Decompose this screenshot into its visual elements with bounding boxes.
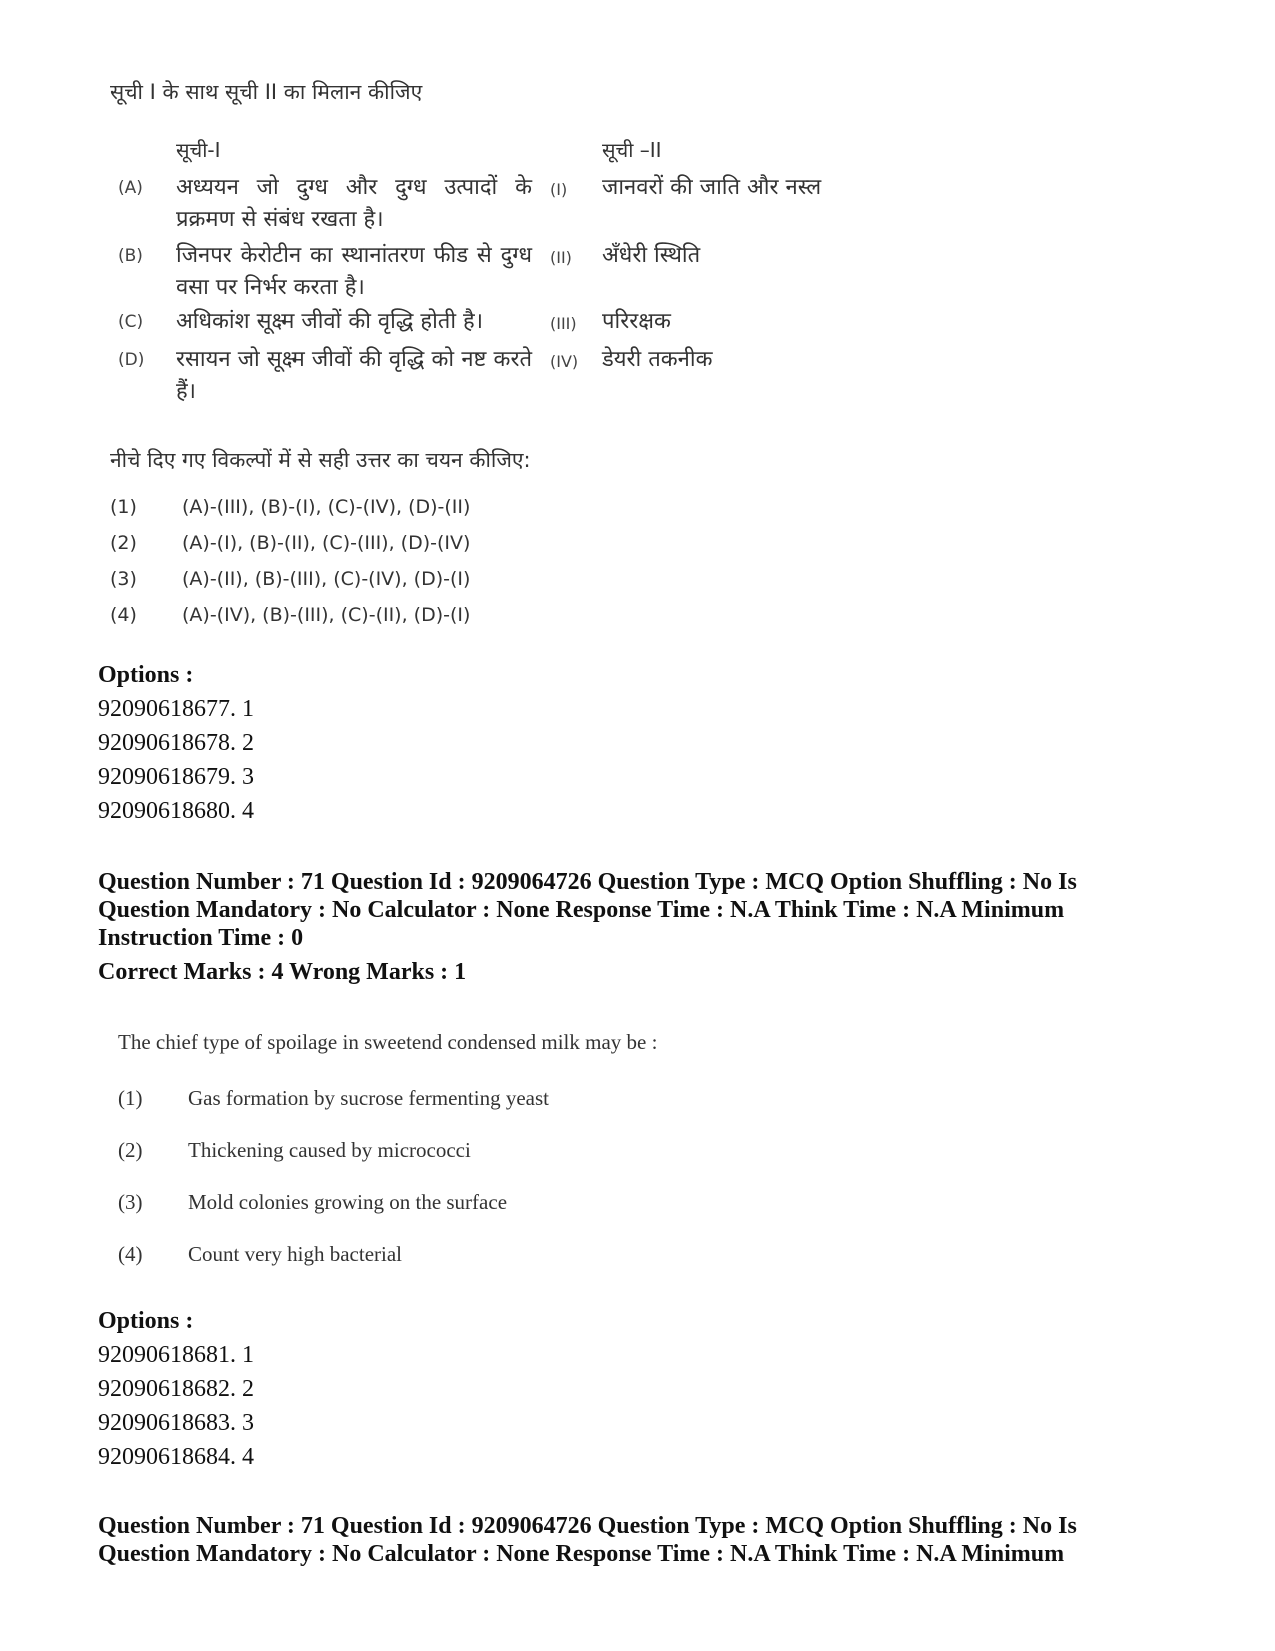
match-row-b (110, 240, 870, 310)
question-meta-2 (98, 1512, 1198, 1568)
row-text: रसायन जो सूक्ष्म जीवों की वृद्धि को नष्ट करते हैं। (176, 347, 532, 404)
question-intro: सूची I के साथ सूची II का मिलान कीजिए (110, 80, 423, 104)
row-match-text: परिरक्षक (602, 309, 671, 334)
choice-text: Gas formation by sucrose fermenting yeast (188, 1086, 549, 1110)
options-title: Options : (98, 1308, 194, 1334)
question-stem: The chief type of spoilage in sweetend condensed milk may be : (118, 1030, 658, 1054)
choice-number: (3) (110, 568, 137, 590)
option-item: 92090618677. 1 (98, 696, 254, 722)
meta-line: Question Mandatory : No Calculator : None Response Time : N.A Think Time : N.A Minimum (98, 1541, 1065, 1567)
row-match-label: (I) (550, 180, 568, 199)
meta-line: Question Number : 71 Question Id : 9209064726 Question Type : MCQ Option Shuffling : No Is (98, 1513, 1077, 1539)
match-row-d (110, 344, 870, 414)
row-label: (D) (118, 350, 145, 370)
choice-number: (3) (118, 1190, 143, 1214)
row-label: (C) (118, 312, 144, 332)
choice-text: Count very high bacterial (188, 1242, 403, 1266)
option-item: 92090618684. 4 (98, 1444, 254, 1470)
choice-number: (1) (110, 496, 137, 518)
row-label: (A) (118, 178, 143, 198)
meta-line: Question Mandatory : No Calculator : None Response Time : N.A Think Time : N.A Minimum (98, 897, 1065, 923)
choice-number: (2) (110, 532, 137, 554)
row-text: जिनपर केरोटीन का स्थानांतरण फीड से दुग्ध वसा पर निर्भर करता है। (176, 243, 532, 300)
choice-number: (4) (118, 1242, 143, 1266)
row-match-label: (IV) (550, 352, 579, 371)
match-row-a (110, 172, 870, 242)
row-match-text: डेयरी तकनीक (602, 347, 713, 372)
options-list-1 (98, 658, 254, 828)
marks-line: Correct Marks : 4 Wrong Marks : 1 (98, 959, 467, 985)
option-item: 92090618681. 1 (98, 1342, 254, 1368)
row-text: अध्ययन जो दुग्ध और दुग्ध उत्पादों के प्रक्रमण से संबंध रखता है। (176, 175, 532, 232)
row-match-label: (III) (550, 314, 577, 333)
list-1-header: सूची-I (176, 138, 221, 162)
choice-text: Thickening caused by micrococci (188, 1138, 471, 1162)
match-row-c (110, 306, 870, 342)
meta-line: Question Number : 71 Question Id : 9209064726 Question Type : MCQ Option Shuffling : No Is (98, 869, 1077, 895)
option-item: 92090618683. 3 (98, 1410, 254, 1436)
meta-line: Instruction Time : 0 (98, 925, 304, 951)
option-item: 92090618679. 3 (98, 764, 254, 790)
choose-instruction: नीचे दिए गए विकल्पों में से सही उत्तर का चयन कीजिए: (110, 448, 531, 472)
question-70-block (110, 78, 870, 404)
options-list-2 (98, 1304, 254, 1474)
row-match-label: (II) (550, 248, 572, 267)
option-item: 92090618682. 2 (98, 1376, 254, 1402)
options-title: Options : (98, 662, 194, 688)
row-match-text: अँधेरी स्थिति (602, 243, 701, 268)
option-item: 92090618678. 2 (98, 730, 254, 756)
list-2-header: सूची –II (602, 138, 662, 162)
choice-text: (A)-(IV), (B)-(III), (C)-(II), (D)-(I) (182, 604, 471, 626)
option-item: 92090618680. 4 (98, 798, 254, 824)
choice-text: Mold colonies growing on the surface (188, 1190, 508, 1214)
choice-text: (A)-(I), (B)-(II), (C)-(III), (D)-(IV) (182, 532, 471, 554)
choice-text: (A)-(II), (B)-(III), (C)-(IV), (D)-(I) (182, 568, 471, 590)
row-match-text: जानवरों की जाति और नस्ल (602, 175, 822, 200)
row-label: (B) (118, 246, 143, 266)
question-71-block (118, 1030, 918, 1266)
choice-text: (A)-(III), (B)-(I), (C)-(IV), (D)-(II) (182, 496, 471, 518)
row-text: अधिकांश सूक्ष्म जीवों की वृद्धि होती है। (176, 309, 484, 334)
choice-number: (2) (118, 1138, 143, 1162)
choice-number: (4) (110, 604, 137, 626)
choice-number: (1) (118, 1086, 143, 1110)
question-meta-1 (98, 868, 1198, 986)
